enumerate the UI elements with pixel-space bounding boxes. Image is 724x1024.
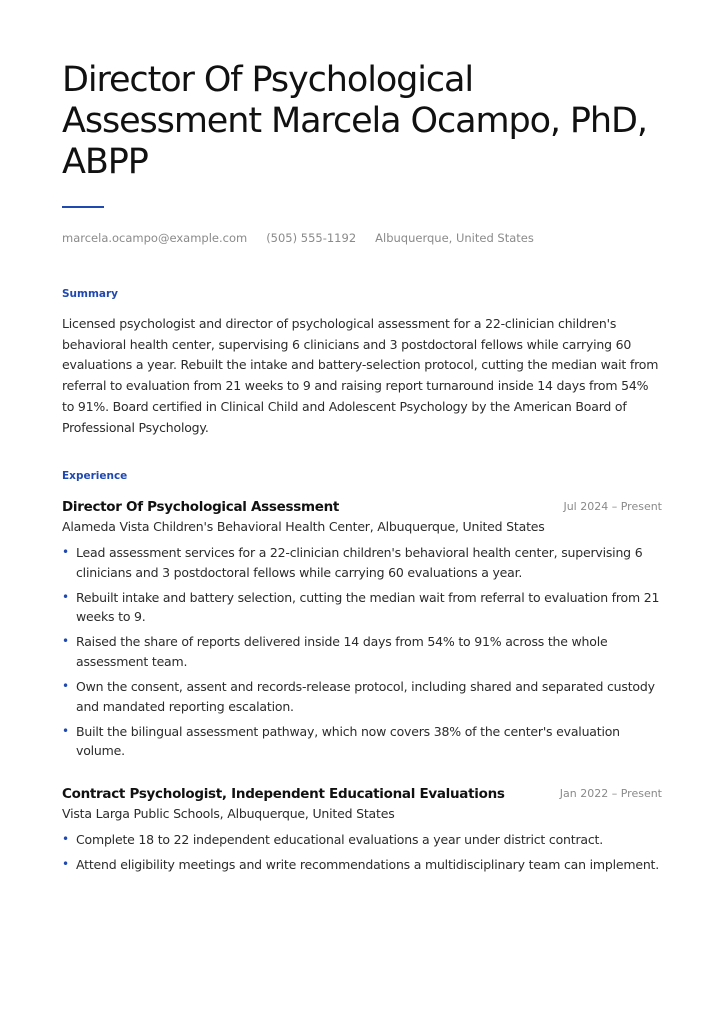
job-bullets [62,543,662,761]
list-item [62,855,662,875]
bullet-text: Attend eligibility meetings and write recommendations a multidisciplinary team can implement. [76,857,660,873]
job-header [62,497,662,517]
contact-email[interactable]: marcela.ocampo@example.com [62,231,248,245]
contact-phone[interactable]: (505) 555-1192 [266,231,357,245]
summary-text: Licensed psychologist and director of psychological assessment for a 22-clinician children's behavioral health center, supervising 6 clinicians and 3 postdoctoral fellows while carrying 60 evaluations a year. Rebuilt the intake and battery-selection protocol, cutting the median wait from referral to evaluation from 21 weeks to 9 and raising report turnaround inside 14 days from 54% to 91%. Board certified in Clinical Child and Adolescent Psychology by the American Board of Professional Psychology. [62,316,659,435]
bullet-text: Lead assessment services for a 22-clinician children's behavioral health center, supervising 6 clinicians and 3 postdoctoral fellows while carrying 60 evaluations a year. [76,545,643,580]
job-title: Director Of Psychological Assessment [62,499,340,515]
bullet-icon: • [62,723,69,738]
job-bullets [62,830,662,875]
list-item [62,830,662,850]
bullet-text: Raised the share of reports delivered inside 14 days from 54% to 91% across the whole assessment team. [76,634,608,669]
list-item [62,722,662,761]
bullet-text: Built the bilingual assessment pathway, which now covers 38% of the center's evaluation volume. [76,723,620,759]
bullet-text: Rebuilt intake and battery selection, cutting the median wait from referral to evaluation from 21 weeks to 9. [76,589,660,625]
job-dates: Jul 2024 – Present [563,500,662,513]
list-item [62,543,662,582]
job-title: Contract Psychologist, Independent Educational Evaluations [62,786,505,802]
bullet-icon: • [62,832,69,846]
bullet-icon: • [62,589,69,604]
bullet-icon: • [62,679,69,694]
bullet-text: Complete 18 to 22 independent educational evaluations a year under district contract. [76,832,603,847]
page-title: Director Of Psychological Assessment Marcela Ocampo, PhD, ABPP [62,60,647,182]
job-organization: Vista Larga Public Schools, Albuquerque, United States [62,806,395,821]
list-item [62,632,662,671]
job-entry [62,784,662,880]
accent-divider [62,206,104,208]
list-item [62,588,662,627]
summary-heading: Summary [62,288,119,300]
bullet-icon: • [62,545,69,559]
bullet-icon: • [62,634,69,649]
bullet-icon: • [62,857,69,872]
job-entry [62,497,662,766]
experience-heading: Experience [62,470,128,482]
bullet-text: Own the consent, assent and records-release protocol, including shared and separated custody and mandated reporting escalation. [76,679,655,714]
job-header [62,784,662,804]
contact-location: Albuquerque, United States [375,231,534,245]
list-item [62,677,662,716]
contact-line [62,230,553,246]
job-organization: Alameda Vista Children's Behavioral Health Center, Albuquerque, United States [62,519,545,534]
job-dates: Jan 2022 – Present [559,787,662,800]
